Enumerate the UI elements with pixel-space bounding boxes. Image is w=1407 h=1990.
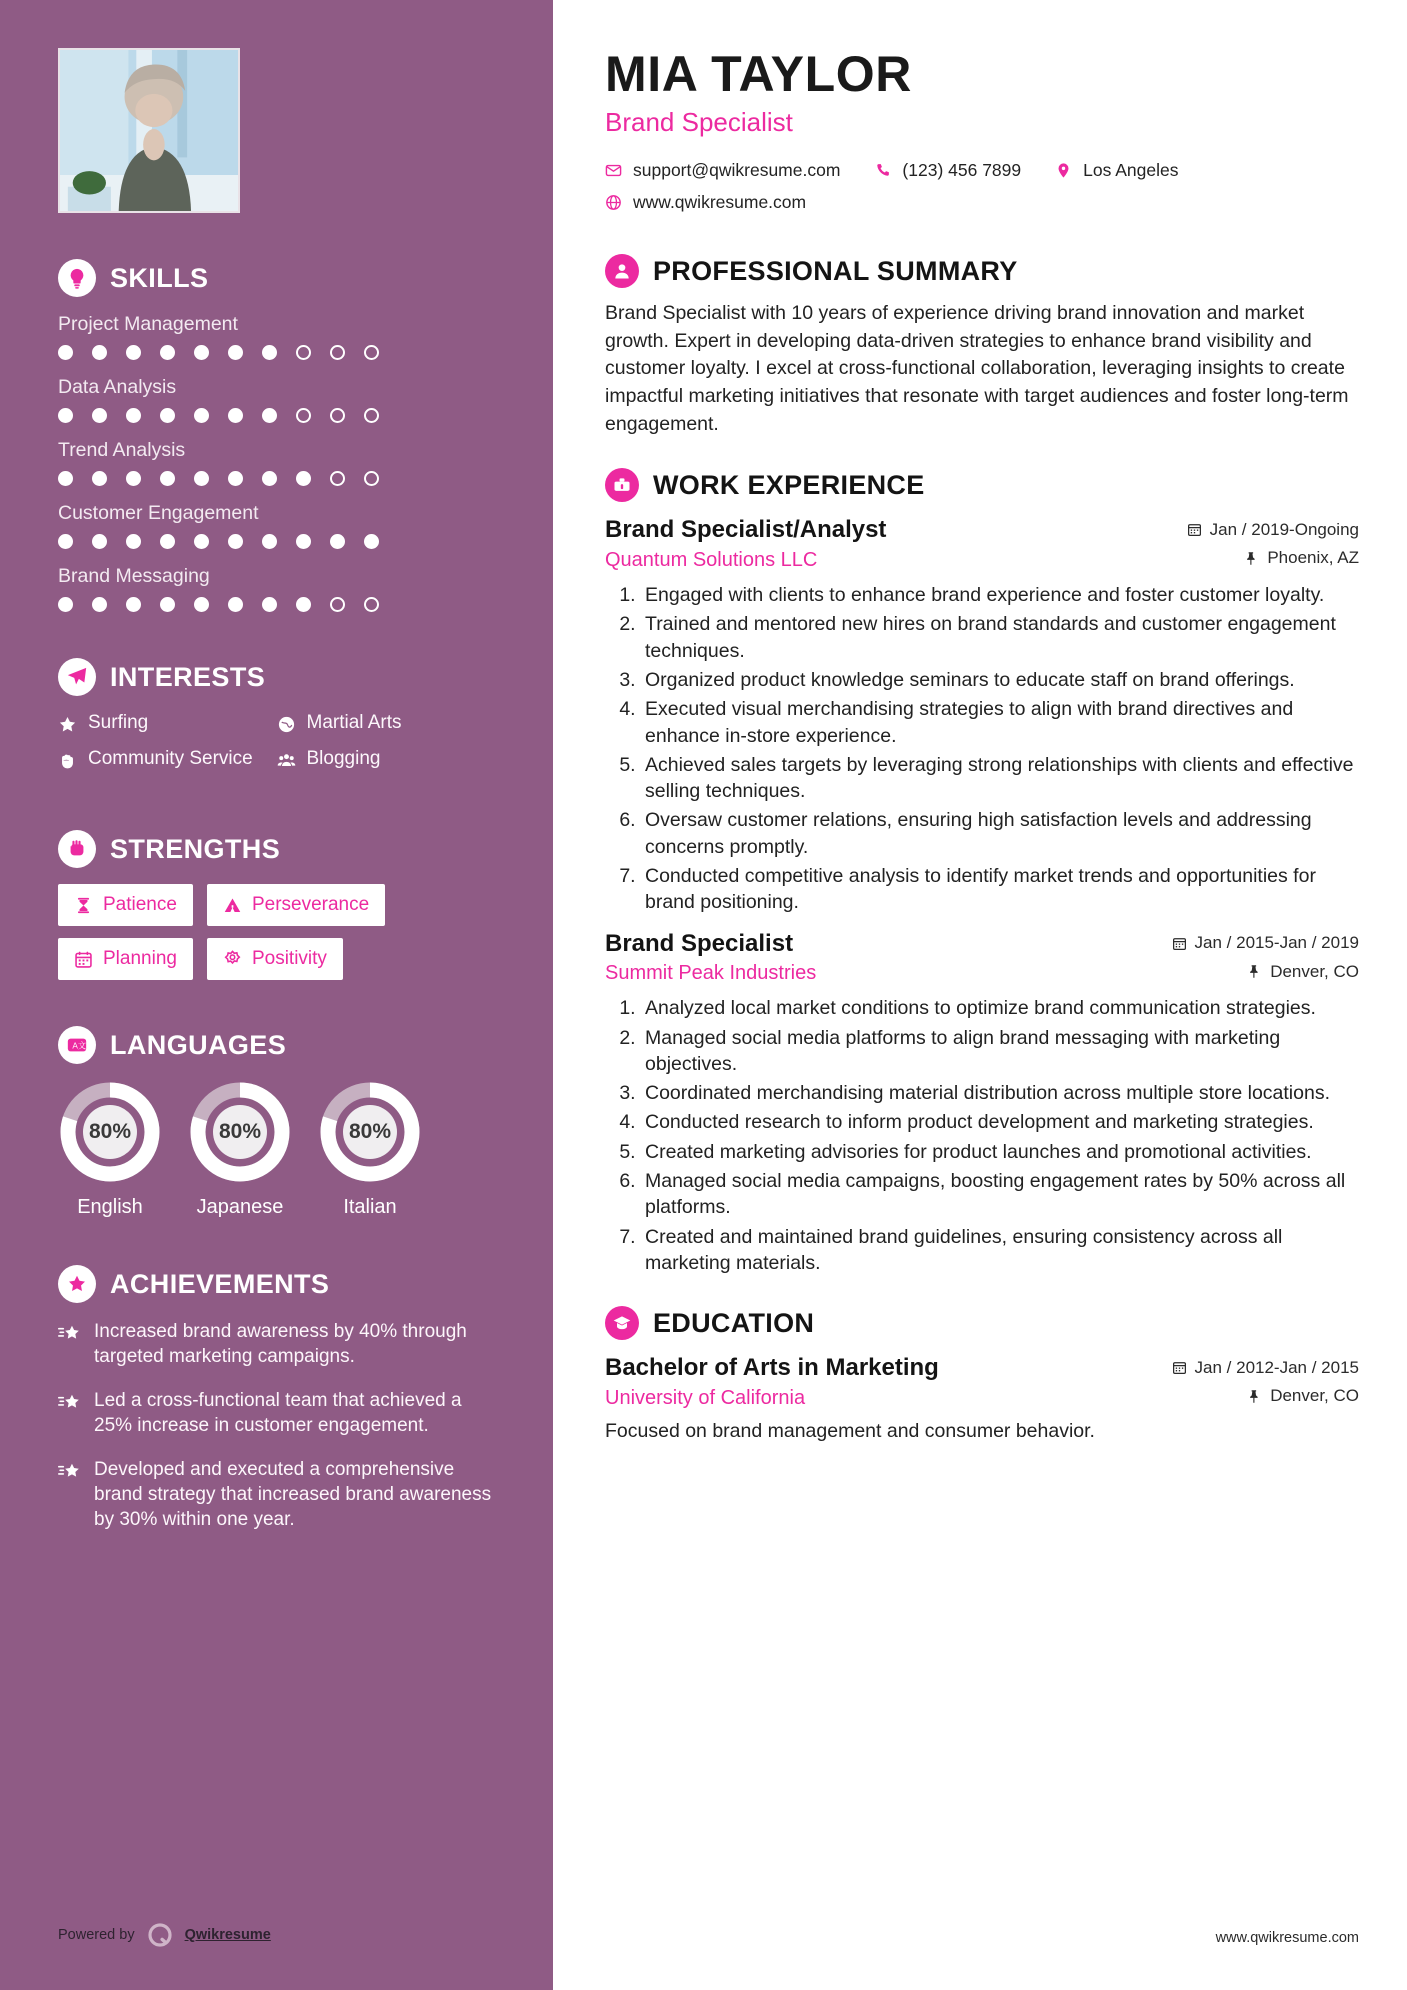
entry-date	[1187, 520, 1359, 540]
envelope-icon	[605, 162, 622, 179]
strengths-title: STRENGTHS	[110, 833, 281, 864]
entry-bullet: 1. Engaged with clients to enhance brand experience and foster customer loyalty.	[641, 582, 1359, 608]
entry-location-text: Denver, CO	[1270, 961, 1359, 981]
strength-label: Positivity	[251, 948, 327, 969]
skill-item	[58, 502, 495, 549]
entry-date-text: Jan / 2015-Jan / 2019	[1194, 933, 1359, 953]
entry-bullet: 6. Oversaw customer relations, ensuring high satisfaction levels and addressing concerns promptly.	[641, 807, 1359, 860]
entry-title: Bachelor of Arts in Marketing	[605, 1354, 939, 1382]
contact-row-2	[605, 192, 1359, 224]
interest-item	[58, 748, 277, 770]
location-pin-icon	[1244, 551, 1259, 566]
interest-label: Surfing	[88, 712, 149, 733]
fist-icon	[58, 830, 96, 868]
lightbulb-icon	[58, 259, 96, 297]
entry-date	[1172, 1358, 1359, 1378]
entry-organization: Summit Peak Industries	[605, 962, 817, 985]
entry-bullet: 3. Coordinated merchandising material distribution across multiple store locations.	[641, 1080, 1359, 1106]
calendar-icon	[1172, 936, 1187, 951]
sidebar-footer	[58, 1922, 271, 1948]
location-pin-icon	[1055, 162, 1072, 179]
entry-title: Brand Specialist/Analyst	[605, 516, 887, 544]
languages-title: LANGUAGES	[110, 1029, 287, 1060]
achievements-list	[58, 1319, 495, 1533]
skill-dot	[228, 408, 243, 423]
qwikresume-link[interactable]: Qwikresume	[184, 1927, 271, 1943]
language-item	[188, 1080, 292, 1219]
people-icon	[277, 748, 296, 770]
interest-item	[277, 748, 496, 770]
skill-dot	[126, 597, 141, 612]
achievement-item	[58, 1388, 495, 1438]
skill-dot	[364, 345, 379, 360]
language-label: English	[77, 1196, 143, 1218]
language-percent: 80%	[218, 1120, 262, 1143]
ach-star-icon	[58, 1319, 81, 1369]
summary-text: Brand Specialist with 10 years of experience driving brand innovation and market growth. Expert in developing data-driven strategies to enhance brand visibility and customer loyalty. I excel at cross-functional collaboration, leveraging insights to create impactful marketing initiatives that resonate with target audiences and foster long-term engagement.	[605, 302, 1349, 435]
language-label: Japanese	[196, 1196, 284, 1218]
interest-label: Blogging	[306, 748, 381, 769]
resume-entry	[605, 930, 1359, 1277]
work-experience-section	[605, 468, 1359, 1276]
graduation-icon	[605, 1306, 639, 1340]
skill-dot	[296, 345, 311, 360]
strength-item	[58, 884, 193, 926]
entry-title: Brand Specialist	[605, 929, 794, 957]
entry-bullet: 3. Organized product knowledge seminars to educate staff on brand offerings.	[641, 667, 1359, 693]
skill-dot	[126, 534, 141, 549]
translate-icon	[58, 1026, 96, 1064]
entry-organization: University of California	[605, 1386, 806, 1409]
skill-dot	[262, 408, 277, 423]
skill-label: Brand Messaging	[58, 565, 210, 587]
entry-bullet: 1. Analyzed local market conditions to optimize brand communication strategies.	[641, 995, 1359, 1021]
entry-date	[1172, 933, 1359, 953]
contact-phone[interactable]	[874, 160, 1021, 181]
entry-organization: Quantum Solutions LLC	[605, 548, 818, 571]
strengths-section-header	[58, 830, 495, 868]
entry-bullet: 4. Executed visual merchandising strategies to align with brand directives and enhance in-store experience.	[641, 696, 1359, 749]
strengths-list	[58, 884, 495, 980]
skill-dot	[364, 408, 379, 423]
skill-dot	[126, 408, 141, 423]
skill-item	[58, 439, 495, 486]
entry-date-text: Jan / 2012-Jan / 2015	[1194, 1357, 1359, 1377]
achievement-item	[58, 1319, 495, 1369]
skill-dot	[364, 597, 379, 612]
work-section-header	[605, 468, 1359, 502]
skill-rating	[58, 408, 495, 423]
interest-label: Martial Arts	[306, 712, 402, 733]
skill-dot	[262, 534, 277, 549]
contact-value: support@qwikresume.com	[633, 160, 841, 180]
sidebar	[0, 0, 553, 1990]
skills-list	[58, 313, 495, 612]
location-pin-icon	[1247, 964, 1262, 979]
summary-title: PROFESSIONAL SUMMARY	[653, 255, 1018, 286]
language-item	[58, 1080, 162, 1219]
education-title: EDUCATION	[653, 1307, 815, 1338]
skill-item	[58, 565, 495, 612]
entry-location	[1247, 1386, 1359, 1406]
skill-dot	[92, 597, 107, 612]
work-title: WORK EXPERIENCE	[653, 469, 925, 500]
language-donut-chart	[318, 1080, 422, 1184]
achievement-item	[58, 1457, 495, 1532]
skill-dot	[228, 534, 243, 549]
language-label: Italian	[343, 1196, 397, 1218]
skill-dot	[228, 597, 243, 612]
languages-list	[58, 1080, 495, 1219]
entry-bullet: 7. Conducted competitive analysis to identify market trends and opportunities for brand positioning.	[641, 863, 1359, 916]
job-role-subtitle: Brand Specialist	[605, 107, 793, 137]
skill-dot	[262, 345, 277, 360]
strength-item	[58, 938, 193, 980]
star-badge-icon	[58, 1265, 96, 1303]
skills-title: SKILLS	[110, 262, 209, 293]
skill-dot	[194, 597, 209, 612]
entry-date-text: Jan / 2019-Ongoing	[1209, 519, 1359, 539]
entry-bullet: 2. Trained and mentored new hires on brand standards and customer engagement techniques.	[641, 611, 1359, 664]
skill-dot	[330, 345, 345, 360]
achievement-text: Led a cross-functional team that achieved a 25% increase in customer engagement.	[94, 1390, 462, 1437]
education-section	[605, 1306, 1359, 1445]
calendar-icon	[1187, 522, 1202, 537]
ach-star-icon	[58, 1457, 81, 1532]
calendar-icon	[74, 950, 93, 969]
entry-location	[1244, 548, 1359, 568]
person-icon	[605, 254, 639, 288]
entry-location-text: Denver, CO	[1270, 1386, 1359, 1406]
skill-dot	[92, 534, 107, 549]
skill-dot	[262, 471, 277, 486]
achievements-section-header	[58, 1265, 495, 1303]
skill-dot	[58, 408, 73, 423]
entry-bullet: 2. Managed social media platforms to align brand messaging with marketing objectives.	[641, 1025, 1359, 1078]
skill-dot	[228, 471, 243, 486]
skill-label: Project Management	[58, 313, 238, 335]
summary-section-header	[605, 254, 1359, 288]
skill-rating	[58, 534, 495, 549]
contact-value: (123) 456 7899	[902, 160, 1022, 180]
entry-location-text: Phoenix, AZ	[1267, 548, 1359, 568]
languages-section-header	[58, 1026, 495, 1064]
skill-dot	[58, 471, 73, 486]
contact-value: Los Angeles	[1083, 160, 1179, 180]
strength-label: Patience	[103, 894, 177, 915]
professional-summary-section	[605, 254, 1359, 438]
skill-item	[58, 313, 495, 360]
language-percent: 80%	[88, 1120, 132, 1143]
paper-plane-icon	[58, 658, 96, 696]
skill-dot	[160, 534, 175, 549]
skill-dot	[126, 345, 141, 360]
interest-item	[277, 712, 496, 734]
profile-photo	[58, 48, 240, 213]
entry-bullet: 4. Conducted research to inform product development and marketing strategies.	[641, 1109, 1359, 1135]
skill-dot	[194, 345, 209, 360]
skill-dot	[364, 534, 379, 549]
skill-dot	[194, 471, 209, 486]
skill-dot	[330, 471, 345, 486]
entry-bullet: 7. Created and maintained brand guidelines, ensuring consistency across all marketing materials.	[641, 1224, 1359, 1277]
skill-rating	[58, 345, 495, 360]
skill-dot	[58, 597, 73, 612]
strength-item	[207, 938, 343, 980]
star-icon	[58, 712, 77, 734]
resume-entry	[605, 516, 1359, 915]
briefcase-icon	[605, 468, 639, 502]
skill-dot	[296, 471, 311, 486]
skill-rating	[58, 471, 495, 486]
qwikresume-logo-icon	[147, 1922, 173, 1948]
contact-row-1	[605, 160, 1359, 192]
hand-icon	[58, 748, 77, 770]
svg-text:A: A	[72, 1041, 78, 1051]
skill-dot	[160, 408, 175, 423]
resume-entry	[605, 1354, 1359, 1445]
skill-dot	[92, 345, 107, 360]
education-entries	[605, 1354, 1359, 1445]
education-section-header	[605, 1306, 1359, 1340]
skill-label: Trend Analysis	[58, 439, 186, 461]
phone-icon	[874, 162, 891, 179]
skill-dot	[160, 597, 175, 612]
skill-dot	[262, 597, 277, 612]
interests-section-header	[58, 658, 495, 696]
skill-dot	[296, 534, 311, 549]
language-item	[318, 1080, 422, 1219]
skill-dot	[58, 345, 73, 360]
powered-by-label: Powered by	[58, 1927, 135, 1943]
work-entries	[605, 516, 1359, 1276]
calendar-icon	[1172, 1360, 1187, 1375]
location-pin-icon	[1247, 1389, 1262, 1404]
skill-dot	[58, 534, 73, 549]
skill-dot	[92, 471, 107, 486]
skill-dot	[160, 471, 175, 486]
skill-item	[58, 376, 495, 423]
language-donut-chart	[188, 1080, 292, 1184]
language-percent: 80%	[348, 1120, 392, 1143]
skill-dot	[364, 471, 379, 486]
skill-dot	[194, 534, 209, 549]
contact-location-pin[interactable]	[1055, 160, 1178, 181]
strength-label: Planning	[103, 948, 177, 969]
interests-list	[58, 712, 495, 784]
contact-globe[interactable]	[605, 192, 806, 213]
svg-text:文: 文	[77, 1041, 87, 1051]
entry-bullet: 6. Managed social media campaigns, boosting engagement rates by 50% across all platforms.	[641, 1168, 1359, 1221]
skill-dot	[194, 408, 209, 423]
strength-label: Perseverance	[251, 894, 370, 915]
hourglass-icon	[74, 896, 93, 915]
skill-dot	[92, 408, 107, 423]
entry-location	[1247, 962, 1359, 982]
interest-item	[58, 712, 277, 734]
entry-bullets	[605, 582, 1359, 916]
skill-dot	[330, 534, 345, 549]
skill-dot	[330, 597, 345, 612]
contact-envelope[interactable]	[605, 160, 840, 181]
entry-bullet: 5. Created marketing advisories for product launches and promotional activities.	[641, 1139, 1359, 1165]
skill-dot	[296, 408, 311, 423]
interest-label: Community Service	[88, 748, 253, 769]
gear-icon	[223, 950, 242, 969]
mountain-icon	[223, 896, 242, 915]
strength-item	[207, 884, 385, 926]
achievement-text: Increased brand awareness by 40% through targeted marketing campaigns.	[94, 1321, 467, 1368]
entry-bullet: 5. Achieved sales targets by leveraging strong relationships with clients and effective selling techniques.	[641, 752, 1359, 805]
skill-label: Data Analysis	[58, 376, 177, 398]
contact-value: www.qwikresume.com	[633, 192, 807, 212]
language-donut-chart	[58, 1080, 162, 1184]
ach-star-icon	[58, 1388, 81, 1438]
skill-dot	[296, 597, 311, 612]
skill-dot	[160, 345, 175, 360]
achievements-title: ACHIEVEMENTS	[110, 1268, 330, 1299]
skill-dot	[330, 408, 345, 423]
globe-icon	[605, 194, 622, 211]
skill-dot	[126, 471, 141, 486]
main-footer-url: www.qwikresume.com	[1215, 1930, 1359, 1946]
page-title: MIA TAYLOR	[605, 46, 912, 102]
skills-section-header	[58, 259, 495, 297]
entry-description: Focused on brand management and consumer behavior.	[605, 1419, 1095, 1442]
main-column	[553, 0, 1407, 1990]
interests-title: INTERESTS	[110, 661, 266, 692]
entry-bullets	[605, 995, 1359, 1276]
skill-dot	[228, 345, 243, 360]
globe-icon	[277, 712, 296, 734]
skill-label: Customer Engagement	[58, 502, 259, 524]
skill-rating	[58, 597, 495, 612]
contact-details	[605, 160, 1359, 224]
achievement-text: Developed and executed a comprehensive brand strategy that increased brand awareness by 30% within one year.	[94, 1459, 492, 1531]
